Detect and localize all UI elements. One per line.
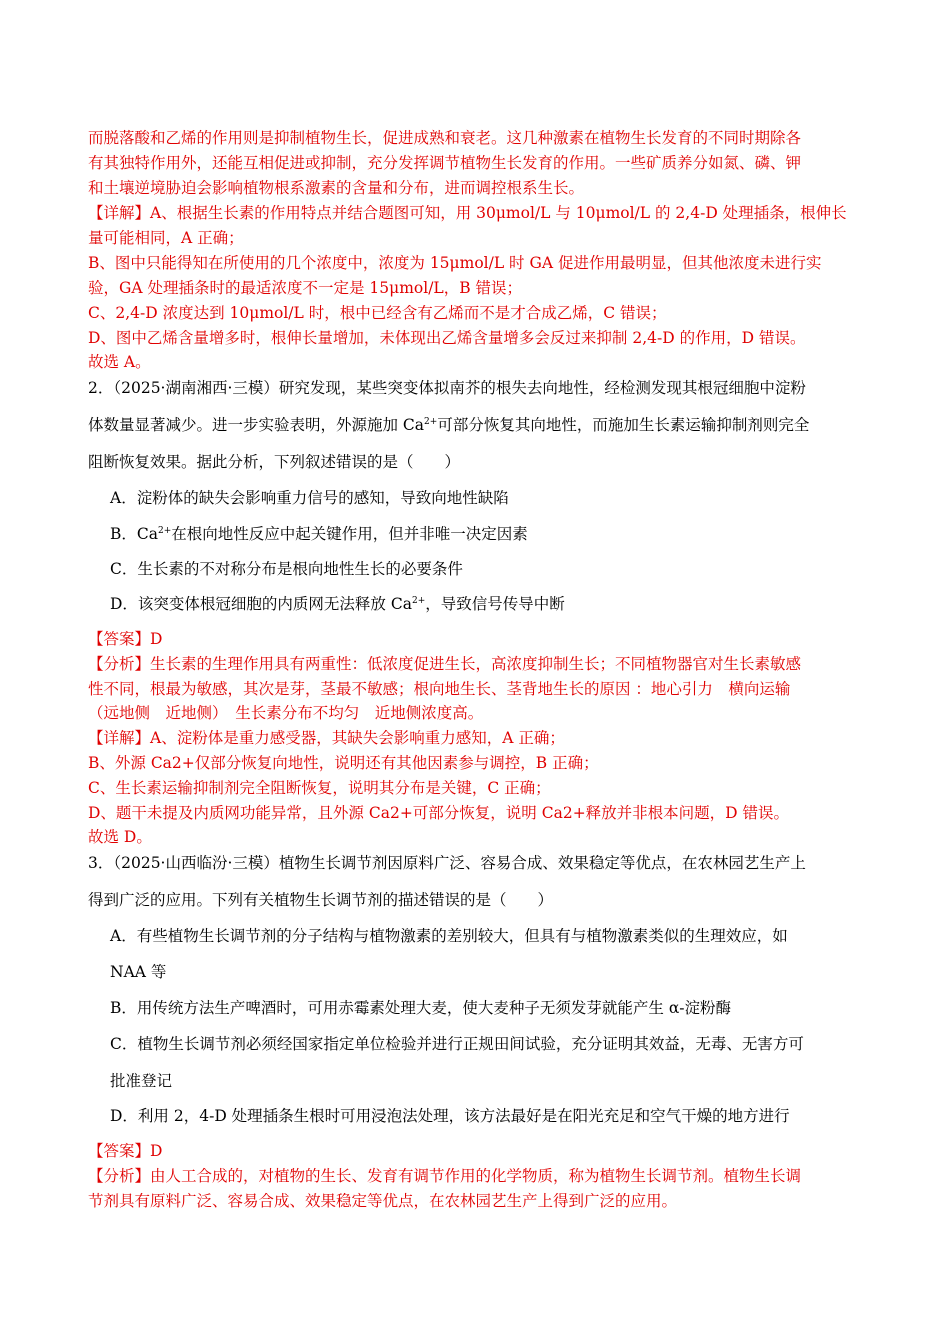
option-text: 在根向地性反应中起关键作用，但并非唯一决定因素 bbox=[171, 525, 528, 543]
question-2-stem: 阻断恢复效果。据此分析，下列叙述错误的是（ ） bbox=[88, 453, 461, 471]
analysis-line: 节剂具有原料广泛、容易合成、效果稳定等优点，在农林园艺生产上得到广泛的应用。 bbox=[88, 1192, 678, 1210]
question-3-stem: 得到广泛的应用。下列有关植物生长调节剂的描述错误的是（ ） bbox=[88, 891, 554, 909]
detail-line: B、外源 Ca2+仅部分恢复向地性，说明还有其他因素参与调控，B 正确； bbox=[88, 754, 599, 772]
detail-line: 验，GA 处理插条时的最适浓度不一定是 15μmol/L，B 错误； bbox=[88, 279, 523, 297]
detail-line: D、题干未提及内质网功能异常，且外源 Ca2+可部分恢复，说明 Ca2+释放并非根本问题，D 错误。 bbox=[88, 804, 790, 822]
analysis-line: 性不同，根最为敏感，其次是芽，茎最不敏感；根向地生长、茎背地生长的原因 ：地心引力 横向运输 bbox=[88, 680, 791, 698]
stem-text: 体数量显著减少。进一步实验表明，外源施加 Ca bbox=[88, 416, 425, 434]
option-d: D．利用 2，4-D 处理插条生根时可用浸泡法处理，该方法最好是在阳光充足和空气干燥的地方进行 bbox=[110, 1107, 790, 1125]
detail-line: 【详解】A、淀粉体是重力感受器，其缺失会影响重力感知，A 正确； bbox=[88, 729, 565, 747]
text-line: 而脱落酸和乙烯的作用则是抑制植物生长，促进成熟和衰老。这几种激素在植物生长发育的不同时期除各 bbox=[88, 129, 802, 147]
option-a-continued: NAA 等 bbox=[110, 963, 167, 981]
option-c-continued: 批准登记 bbox=[110, 1072, 173, 1090]
option-a: A．淀粉体的缺失会影响重力信号的感知，导致向地性缺陷 bbox=[110, 489, 509, 507]
detail-line: D、图中乙烯含量增多时，根伸长量增加，未体现出乙烯含量增多会反过来抑制 2,4-D 的作用，D 错误。 bbox=[88, 329, 806, 347]
detail-line: C、生长素运输抑制剂完全阻断恢复，说明其分布是关键，C 正确； bbox=[88, 779, 551, 797]
question-2-stem bbox=[88, 415, 809, 435]
conclusion-line: 故选 A。 bbox=[88, 353, 151, 371]
option-text: B．Ca bbox=[110, 525, 158, 543]
analysis-line: （远地侧 近地侧） 生长素分布不均匀 近地侧浓度高。 bbox=[88, 704, 484, 722]
option-text: ，导致信号传导中断 bbox=[425, 595, 565, 613]
option-b: B．用传统方法生产啤酒时，可用赤霉素处理大麦，使大麦种子无须发芽就能产生 α-淀粉酶 bbox=[110, 999, 732, 1017]
option-c: C．生长素的不对称分布是根向地性生长的必要条件 bbox=[110, 560, 463, 578]
option-c: C．植物生长调节剂必须经国家指定单位检验并进行正规田间试验，充分证明其效益，无毒、无害方可 bbox=[110, 1035, 804, 1053]
option-a: A．有些植物生长调节剂的分子结构与植物激素的差别较大，但具有与植物激素类似的生理效应，如 bbox=[110, 927, 788, 945]
analysis-line: 【分析】由人工合成的，对植物的生长、发育有调节作用的化学物质，称为植物生长调节剂。植物生长调 bbox=[88, 1167, 802, 1185]
superscript: 2+ bbox=[158, 526, 172, 536]
text-line: 和土壤逆境胁迫会影响植物根系激素的含量和分布，进而调控根系生长。 bbox=[88, 179, 585, 197]
analysis-line: 【分析】生长素的生理作用具有两重性：低浓度促进生长，高浓度抑制生长；不同植物器官对生长素敏感 bbox=[88, 655, 802, 673]
superscript: 2+ bbox=[424, 417, 438, 427]
option-b bbox=[110, 524, 528, 544]
superscript: 2+ bbox=[411, 596, 426, 606]
question-3-stem: 3．（2025·山西临汾·三模）植物生长调节剂因原料广泛、容易合成、效果稳定等优点，在农林园艺生产上 bbox=[88, 854, 806, 872]
conclusion-line: 故选 D。 bbox=[88, 828, 152, 846]
answer-line: 【答案】D bbox=[88, 630, 163, 648]
option-d bbox=[110, 594, 565, 614]
option-text: D．该突变体根冠细胞的内质网无法释放 Ca bbox=[110, 595, 412, 613]
detail-line: C、2,4-D 浓度达到 10μmol/L 时，根中已经含有乙烯而不是才合成乙烯，C 错误； bbox=[88, 304, 667, 322]
detail-line: 【详解】A、根据生长素的作用特点并结合题图可知，用 30μmol/L 与 10μmol/L 的 2,4-D 处理插条，根伸长 bbox=[88, 204, 847, 222]
stem-text: 可部分恢复其向地性，而施加生长素运输抑制剂则完全 bbox=[437, 416, 810, 434]
question-2-stem: 2．（2025·湖南湘西·三模）研究发现，某些突变体拟南芥的根失去向地性，经检测发现其根冠细胞中淀粉 bbox=[88, 379, 806, 397]
detail-line: 量可能相同，A 正确； bbox=[88, 229, 244, 247]
answer-line: 【答案】D bbox=[88, 1142, 163, 1160]
text-line: 有其独特作用外，还能互相促进或抑制，充分发挥调节植物生长发育的作用。一些矿质养分如氮、磷、钾 bbox=[88, 154, 802, 172]
detail-line: B、图中只能得知在所使用的几个浓度中，浓度为 15μmol/L 时 GA 促进作用最明显，但其他浓度未进行实 bbox=[88, 254, 822, 272]
